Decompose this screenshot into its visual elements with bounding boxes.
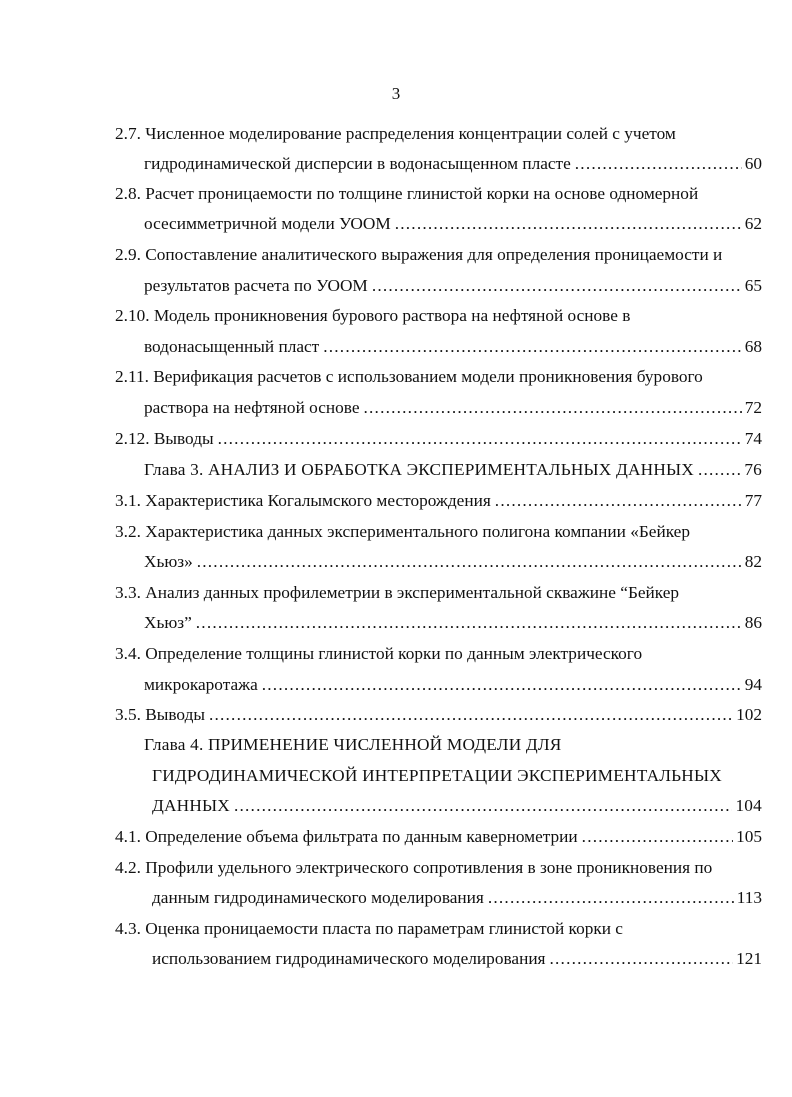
toc-chapter-4-line-2: ГИДРОДИНАМИЧЕСКОЙ ИНТЕРПРЕТАЦИИ ЭКСПЕРИМЕНТАЛЬНЫХ xyxy=(152,766,722,785)
toc-entry-3-3-line-2 xyxy=(144,612,762,634)
toc-entry-3-2-line-1: 3.2. Характеристика данных экспериментального полигона компании «Бейкер xyxy=(115,522,690,541)
toc-leader xyxy=(209,704,733,726)
toc-entry-text: 2.12. Выводы xyxy=(115,429,214,448)
toc-page-number: 68 xyxy=(744,337,762,356)
toc-entry-4-2-line-1: 4.2. Профили удельного электрического сопротивления в зоне проникновения по xyxy=(115,858,713,877)
toc-chapter-4-line-3 xyxy=(152,795,762,817)
toc-page-number: 113 xyxy=(736,888,762,907)
toc-leader xyxy=(395,213,742,235)
toc-leader xyxy=(550,948,734,970)
toc-page-number: 76 xyxy=(744,460,762,479)
toc-entry-text: осесимметричной модели УООМ xyxy=(144,214,391,233)
toc-page-number: 62 xyxy=(744,214,762,233)
toc-entry-text: результатов расчета по УООМ xyxy=(144,276,368,295)
toc-page-number: 121 xyxy=(736,949,762,968)
toc-page-number: 102 xyxy=(736,705,762,724)
toc-entry-2-8-line-2 xyxy=(144,213,762,235)
toc-entry-3-4-line-1: 3.4. Определение толщины глинистой корки по данным электрического xyxy=(115,644,643,663)
toc-entry-text: Глава 3. АНАЛИЗ И ОБРАБОТКА ЭКСПЕРИМЕНТАЛЬНЫХ ДАННЫХ xyxy=(144,460,694,479)
toc-entry-text: использованием гидродинамического моделирования xyxy=(152,949,546,968)
toc-entry-2-8-line-1: 2.8. Расчет проницаемости по толщине глинистой корки на основе одномерной xyxy=(115,184,699,203)
toc-page-number: 60 xyxy=(744,154,762,173)
toc-entry-3-4-line-2 xyxy=(144,674,762,696)
toc-entry-2-9-line-2 xyxy=(144,275,762,297)
toc-entry-2-7-line-1: 2.7. Численное моделирование распределения концентрации солей с учетом xyxy=(115,124,676,143)
toc-page-number: 104 xyxy=(735,796,762,815)
toc-entry-text: гидродинамической дисперсии в водонасыщенном пласте xyxy=(144,154,571,173)
toc-page-number: 65 xyxy=(744,276,762,295)
toc-entry-4-3-line-1: 4.3. Оценка проницаемости пласта по параметрам глинистой корки с xyxy=(115,919,623,938)
toc-entry-text: Хьюз» xyxy=(144,552,193,571)
toc-entry-2-10-line-2 xyxy=(144,336,762,358)
toc-entry-2-11-line-1: 2.11. Верификация расчетов с использованием модели проникновения бурового xyxy=(115,367,703,386)
toc-entry-text: раствора на нефтяной основе xyxy=(144,398,360,417)
toc-page-number: 86 xyxy=(744,613,762,632)
toc-entry-text: данным гидродинамического моделирования xyxy=(152,888,484,907)
toc-entry-3-2-line-2 xyxy=(144,551,762,573)
toc-entry-2-12 xyxy=(115,428,762,450)
toc-entry-3-1 xyxy=(115,490,762,512)
toc-leader xyxy=(323,336,741,358)
toc-entry-4-2-line-2 xyxy=(152,887,762,909)
toc-entry-3-3-line-1: 3.3. Анализ данных профилеметрии в экспериментальной скважине “Бейкер xyxy=(115,583,680,602)
toc-page-number: 72 xyxy=(744,398,762,417)
toc-page-number: 77 xyxy=(744,491,762,510)
toc-leader xyxy=(218,428,742,450)
toc-entry-text: Хьюз” xyxy=(144,613,192,632)
toc-entry-4-3-line-2 xyxy=(152,948,762,970)
page-number: 3 xyxy=(391,84,401,103)
toc-entry-text: 3.1. Характеристика Когалымского месторождения xyxy=(115,491,491,510)
toc-entry-text: микрокаротажа xyxy=(144,675,258,694)
toc-page-number: 105 xyxy=(736,827,762,846)
toc-entry-4-1 xyxy=(115,826,762,848)
toc-entry-2-9-line-1: 2.9. Сопоставление аналитического выражения для определения проницаемости и xyxy=(115,245,723,264)
toc-leader xyxy=(197,551,742,573)
toc-leader xyxy=(575,153,742,175)
toc-entry-2-11-line-2 xyxy=(144,397,762,419)
toc-leader xyxy=(234,795,732,817)
toc-entry-text: 4.1. Определение объема фильтрата по данным кавернометрии xyxy=(115,827,578,846)
toc-entry-2-7-line-2 xyxy=(144,153,762,175)
toc-leader xyxy=(488,887,734,909)
toc-entry-3-5 xyxy=(115,704,762,726)
toc-leader xyxy=(372,275,742,297)
toc-entry-2-10-line-1: 2.10. Модель проникновения бурового раствора на нефтяной основе в xyxy=(115,306,631,325)
toc-entry-text: водонасыщенный пласт xyxy=(144,337,320,356)
toc-leader xyxy=(196,612,742,634)
toc-leader xyxy=(495,490,742,512)
toc-leader xyxy=(698,459,741,481)
toc-page-number: 94 xyxy=(744,675,762,694)
toc-leader xyxy=(582,826,733,848)
toc-page-number: 82 xyxy=(744,552,762,571)
toc-chapter-3 xyxy=(144,459,762,481)
toc-page-number: 74 xyxy=(744,429,762,448)
toc-leader xyxy=(262,674,742,696)
toc-entry-text: 3.5. Выводы xyxy=(115,705,205,724)
toc-entry-text: ДАННЫХ xyxy=(152,796,230,815)
toc-chapter-4-line-1: Глава 4. ПРИМЕНЕНИЕ ЧИСЛЕННОЙ МОДЕЛИ ДЛЯ xyxy=(144,735,562,754)
toc-leader xyxy=(364,397,742,419)
